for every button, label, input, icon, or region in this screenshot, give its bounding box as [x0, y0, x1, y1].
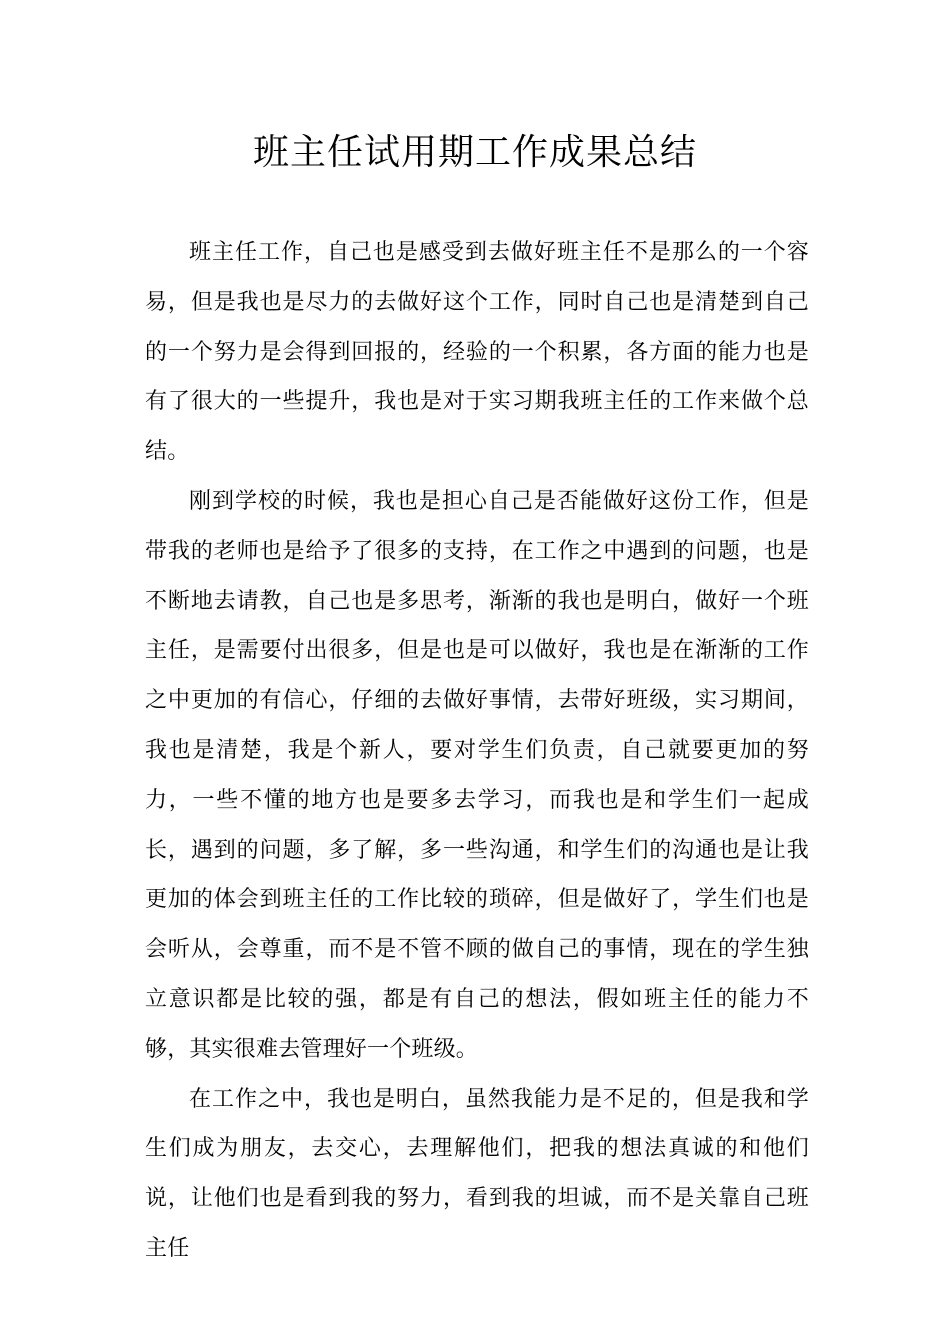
paragraph-1: 班主任工作，自己也是感受到去做好班主任不是那么的一个容易，但是我也是尽力的去做好这个工作，同时自己也是清楚到自己的一个努力是会得到回报的，经验的一个积累，各方面的能力也是有了很大的一些提升，我也是对于实习期我班主任的工作来做个总结。: [145, 240, 809, 465]
paragraph-3: 在工作之中，我也是明白，虽然我能力是不足的，但是我和学生们成为朋友，去交心，去理解他们，把我的想法真诚的和他们说，让他们也是看到我的努力，看到我的坦诚，而不是关靠自己班主任: [145, 1086, 809, 1261]
paragraph-2: 刚到学校的时候，我也是担心自己是否能做好这份工作，但是带我的老师也是给予了很多的支持，在工作之中遇到的问题，也是不断地去请教，自己也是多思考，渐渐的我也是明白，做好一个班主任，是需要付出很多，但是也是可以做好，我也是在渐渐的工作之中更加的有信心，仔细的去做好事情，去带好班级，实习期间，我也是清楚，我是个新人，要对学生们负责，自己就要更加的努力，一些不懂的地方也是要多去学习，而我也是和学生们一起成长，遇到的问题，多了解，多一些沟通，和学生们的沟通也是让我更加的体会到班主任的工作比较的琐碎，但是做好了，学生们也是会听从，会尊重，而不是不管不顾的做自己的事情，现在的学生独立意识都是比较的强，都是有自己的想法，假如班主任的能力不够，其实很难去管理好一个班级。: [145, 488, 809, 1062]
document-body: [145, 228, 809, 1274]
document-title: 班主任试用期工作成果总结: [252, 132, 697, 173]
